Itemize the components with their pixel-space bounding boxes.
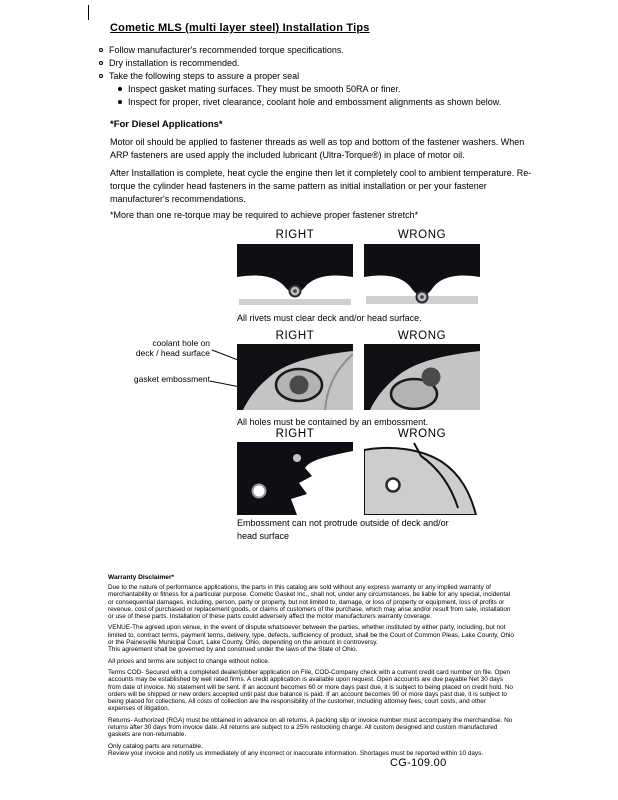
warranty-section (108, 574, 515, 761)
coolant-hole-annotation: coolant hole on (152, 338, 210, 348)
warranty-heading: Warranty Disclaimer* (108, 574, 175, 581)
wrong-label: WRONG (397, 428, 447, 440)
tips-list (99, 44, 547, 109)
embossment-wrong-illustration (364, 344, 480, 410)
warranty-paragraph: This agreement shall be governed by and construed under the laws of the State of Ohio. (108, 646, 358, 654)
embossment-caption: All holes must be contained by an embossment. (237, 417, 429, 427)
list-item (99, 44, 547, 57)
diesel-paragraph: Motor oil should be applied to fastener threads as well as top and bottom of the fastener washers. When ARP fasteners are used apply the included lubricant (Ultra-Torque®) in place of motor oil. (110, 137, 525, 160)
crop-mark (88, 5, 89, 20)
warranty-paragraph: Terms COD- Secured with a completed dealer/jobber application on File, COD-Company check with a current credit card number on file. Open accounts may be established by well rated firms. A credit application is available upon request. Open accounts are due payable Net 30 days from date of invoice. No statement will be sent. If an account becomes 60 or more days past due, it is subject to being placed on credit hold. No orders will be shipped or new orders accepted until past due balance is paid. If an account becomes 90 or more days past due, it is subject to being placed for collections. All costs of collection are the responsibility of the customer, including attorney fees, court costs, and other expenses of litigation. (108, 668, 513, 713)
list-item (99, 70, 547, 83)
warranty-paragraph: Due to the nature of performance applications, the parts in this catalog are sold without any express warranty or any implied warranty of merchantability or fitness for a particular purpose. Cometic Gasket Inc., shall not, under any circumstances, be liable for any special, incidental or consequential damages, including, person, party or property, but not limited to, damage, or loss of property or equipment, loss of profits or revenue, cost of purchased or replacement goods, or claims of customers of the purchase, which may arise and/or result from sale, installation or use of these parts. Installation of these parts could adversely affect the motor manufacturers warranty coverage. (108, 584, 511, 621)
list-item (99, 57, 547, 70)
wrong-label: WRONG (397, 330, 447, 342)
warranty-paragraph: VENUE-The agreed upon venue, in the event of dispute whatsoever between the parties, whether instituted by either party, including, but not limited to, contract terms, payment terms, delivery, type, defects, sufficiency of product, shall be the Court of Common Pleas, Lake County, Ohio or the Painesville Municipal Court, Lake County, Ohio, depending on the amount in controversy. (108, 624, 514, 647)
protrusion-right-diagram (237, 442, 353, 515)
page-title: Cometic MLS (multi layer steel) Installation Tips (110, 22, 370, 34)
rivet-right-diagram (237, 244, 353, 307)
tip-text: Dry installation is recommended. (109, 58, 240, 68)
warranty-paragraph: All prices and terms are subject to change without notice. (108, 657, 270, 665)
warranty-paragraph: Review your invoice and notify us immediately of any incorrect or inaccurate information. Shortages must be reported within 10 days. (108, 749, 484, 757)
open-bullet-icon (99, 61, 103, 65)
open-bullet-icon (99, 48, 103, 52)
protrusion-wrong-illustration (364, 442, 480, 515)
embossment-wrong-diagram (364, 344, 480, 410)
rivet-wrong-illustration (364, 244, 480, 307)
diesel-paragraph: After Installation is complete, heat cycle the engine then let it completely cool to ambient temperature. Re-torque the cylinder head fasteners in the same pattern as initial installation or per your fastener manufacturer's recommendations. (110, 168, 532, 204)
protrusion-right-illustration (237, 442, 353, 515)
protrusion-caption: Embossment can not protrude outside of deck and/or head surface (237, 518, 449, 541)
document-code: CG-109.00 (390, 757, 447, 769)
rivet-caption: All rivets must clear deck and/or head surface. (237, 313, 422, 323)
tip-text: Take the following steps to assure a proper seal (109, 71, 300, 81)
gasket-embossment-annotation: gasket embossment (133, 374, 210, 384)
tip-text: Follow manufacturer's recommended torque specifications. (109, 45, 344, 55)
rivet-right-illustration (237, 244, 353, 307)
warranty-paragraph: Returns- Authorized (RGA) must be obtained in advance on all returns. A packing slip or invoice number must accompany the merchandise. No returns after 30 days from invoice date. All returns are subject to a 25% restocking charge. All custom designed and custom manufactured gaskets are non-returnable. (108, 716, 513, 739)
tip-text: Inspect for proper, rivet clearance, coolant hole and embossment alignments as shown below. (128, 97, 502, 107)
right-label: RIGHT (275, 330, 315, 342)
list-item (118, 96, 547, 109)
open-bullet-icon (99, 74, 103, 78)
tip-text: Inspect gasket mating surfaces. They must be smooth 50RA or finer. (128, 84, 401, 94)
list-item (118, 83, 547, 96)
warranty-paragraph: Only catalog parts are returnable. (108, 742, 203, 750)
right-label: RIGHT (275, 229, 315, 241)
embossment-right-diagram (237, 344, 353, 410)
right-label: RIGHT (275, 428, 315, 440)
filled-bullet-icon (118, 100, 122, 104)
coolant-hole-annotation: deck / head surface (135, 348, 210, 358)
diesel-applications-heading: *For Diesel Applications* (110, 119, 223, 130)
filled-bullet-icon (118, 87, 122, 91)
wrong-label: WRONG (397, 229, 447, 241)
retorque-note: *More than one re-torque may be required to achieve proper fastener stretch* (110, 210, 419, 220)
protrusion-wrong-diagram (364, 442, 480, 515)
embossment-right-illustration (237, 344, 353, 410)
rivet-wrong-diagram (364, 244, 480, 307)
